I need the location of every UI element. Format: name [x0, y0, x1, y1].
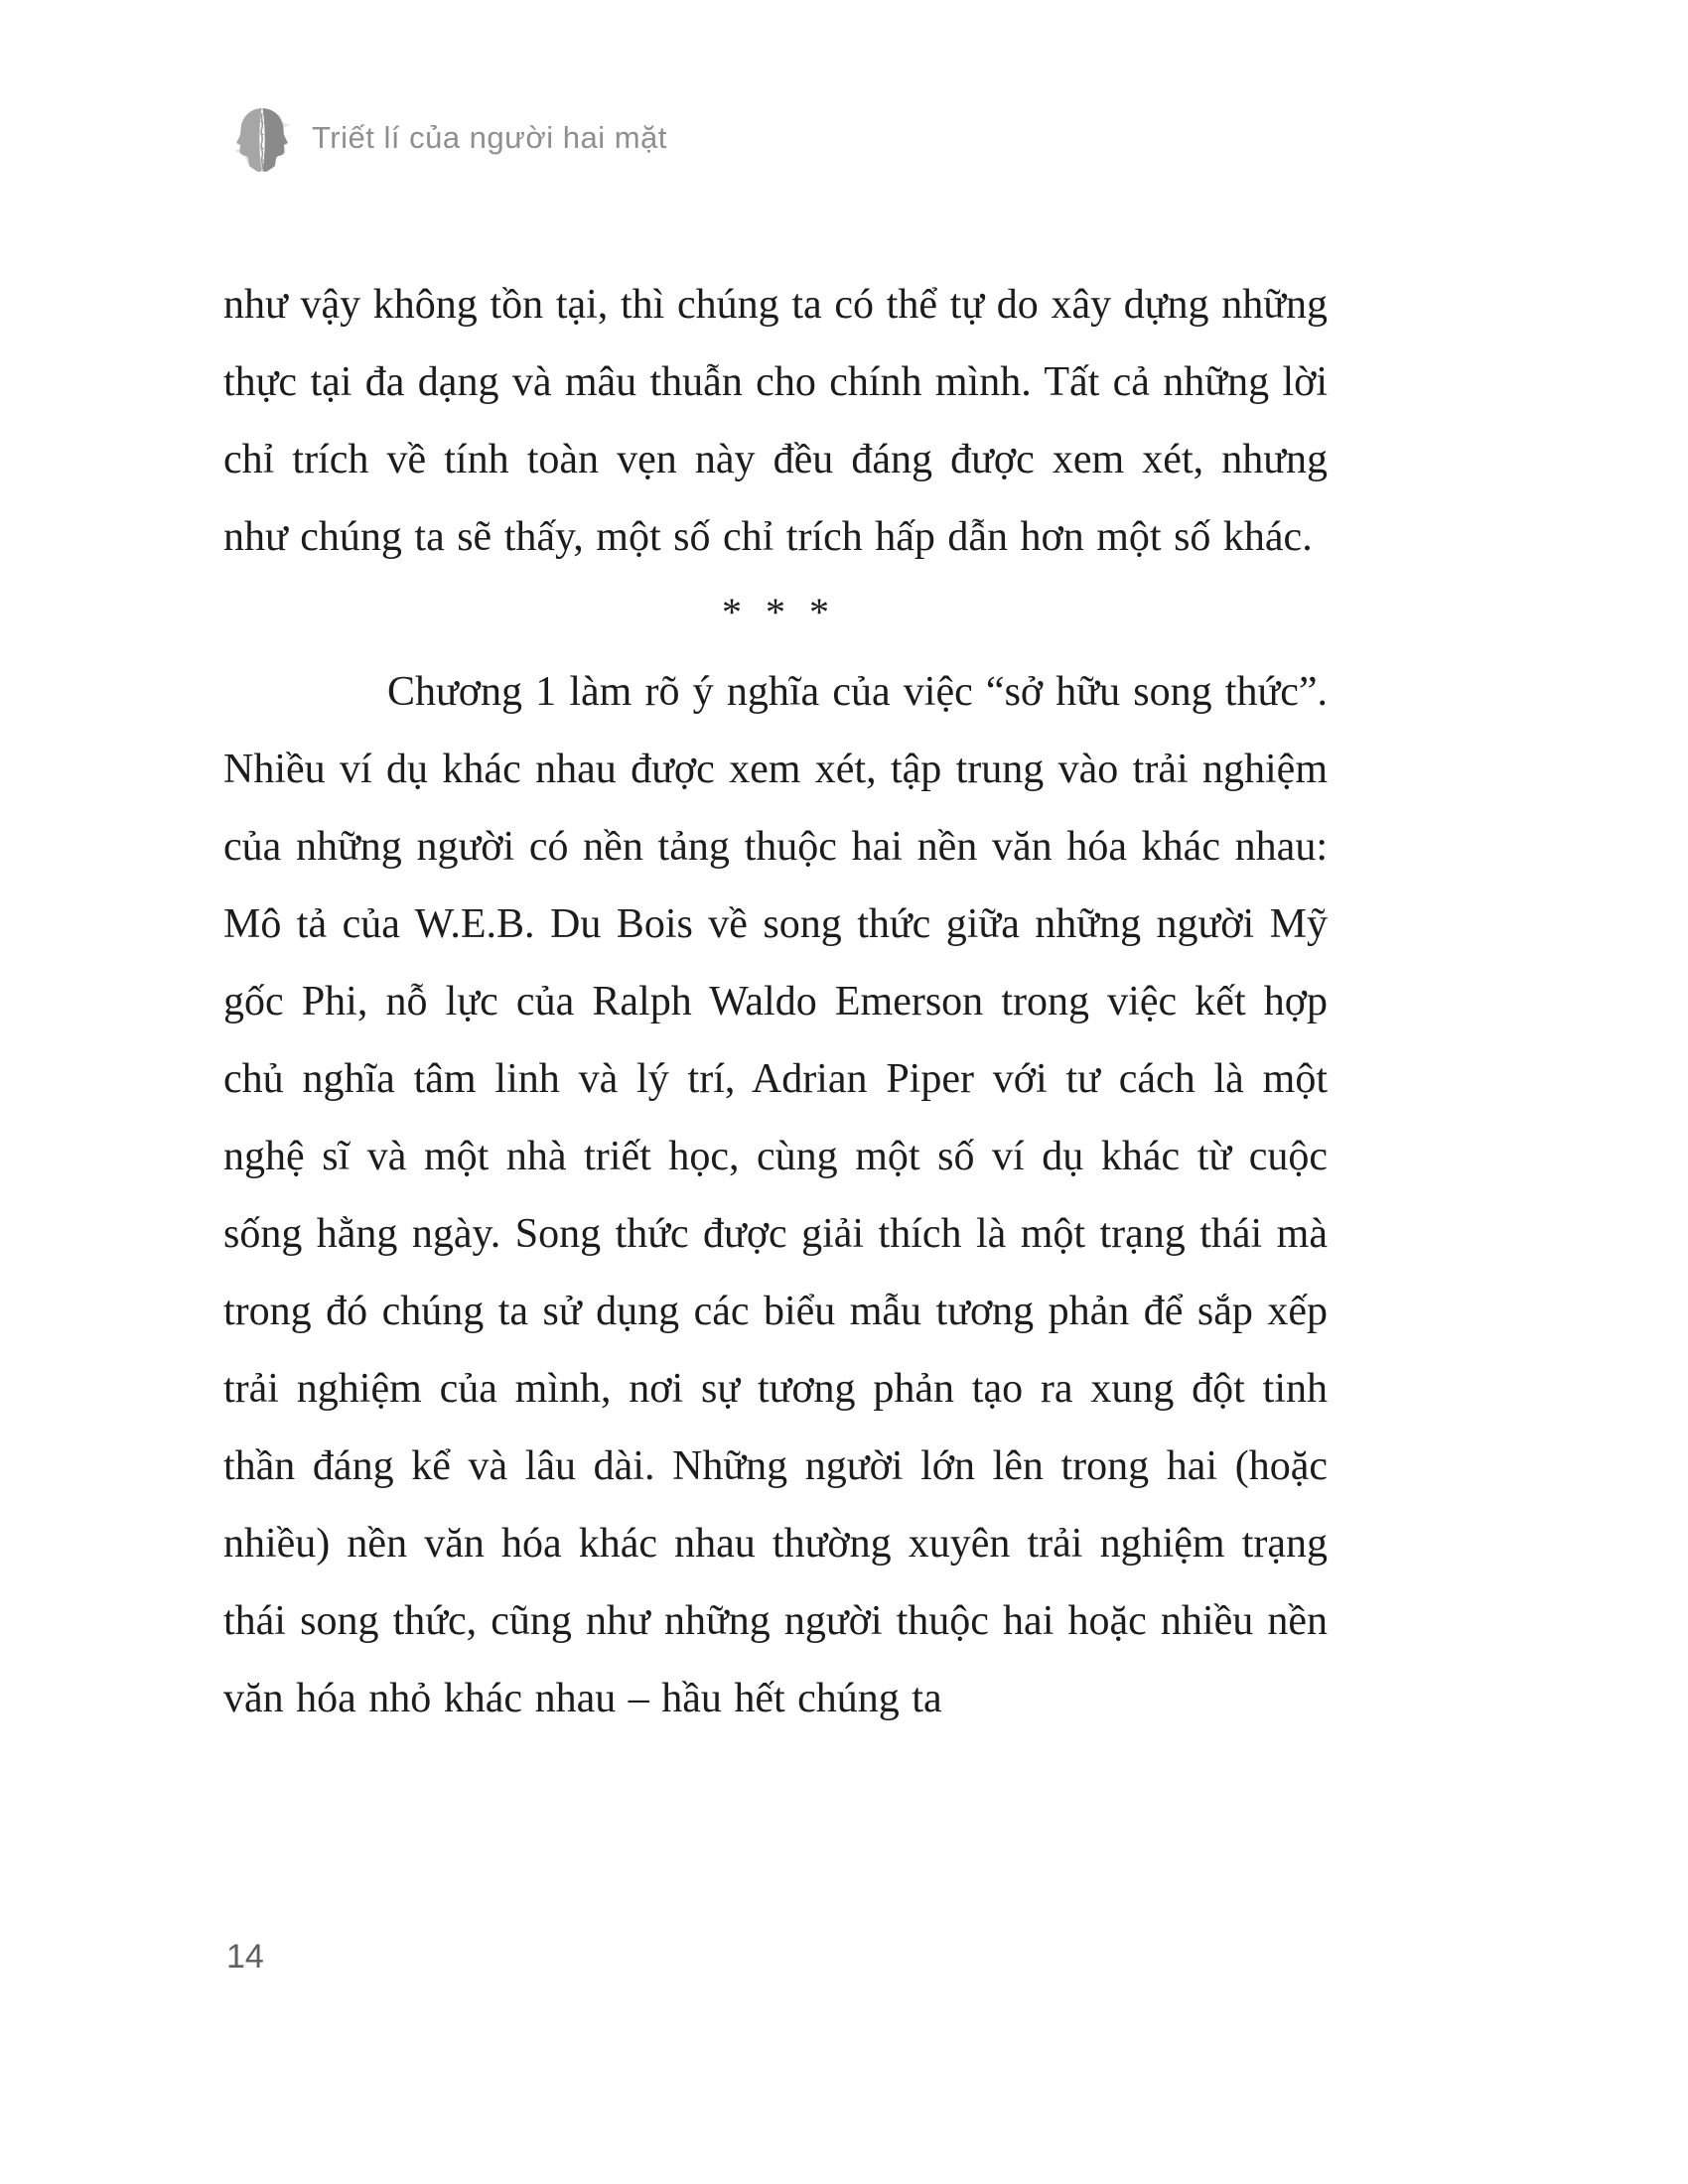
- running-header: [234, 101, 667, 175]
- page-text-block: [223, 266, 1328, 1737]
- running-header-title: Triết lí của người hai mặt: [312, 120, 667, 155]
- two-faced-head-icon: [234, 101, 292, 175]
- paragraph: như vậy không tồn tại, thì chúng ta có thể tự do xây dựng những thực tại đa dạng và mâu thuẫn cho chính mình. Tất cả những lời chỉ trích về tính toàn vẹn này đều đáng được xem xét, nhưng như chúng ta sẽ thấy, một số chỉ trích hấp dẫn hơn một số khác.: [223, 282, 1328, 560]
- page-number: 14: [226, 1938, 264, 1976]
- section-separator: * * *: [722, 590, 829, 634]
- paragraph: Chương 1 làm rõ ý nghĩa của việc “sở hữu song thức”. Nhiều ví dụ khác nhau được xem xét, tập trung vào trải nghiệm của những người có nền tảng thuộc hai nền văn hóa khác nhau: Mô tả của W.E.B. Du Bois về song thức giữa những người Mỹ gốc Phi, nỗ lực của Ralph Waldo Emerson trong việc kết hợp chủ nghĩa tâm linh và lý trí, Adrian Piper với tư cách là một nghệ sĩ và một nhà triết học, cùng một số ví dụ khác từ cuộc sống hằng ngày. Song thức được giải thích là một trạng thái mà trong đó chúng ta sử dụng các biểu mẫu tương phản để sắp xếp trải nghiệm của mình, nơi sự tương phản tạo ra xung đột tinh thần đáng kể và lâu dài. Những người lớn lên trong hai (hoặc nhiều) nền văn hóa khác nhau thường xuyên trải nghiệm trạng thái song thức, cũng như những người thuộc hai hoặc nhiều nền văn hóa nhỏ khác nhau – hầu hết chúng ta: [223, 669, 1328, 1721]
